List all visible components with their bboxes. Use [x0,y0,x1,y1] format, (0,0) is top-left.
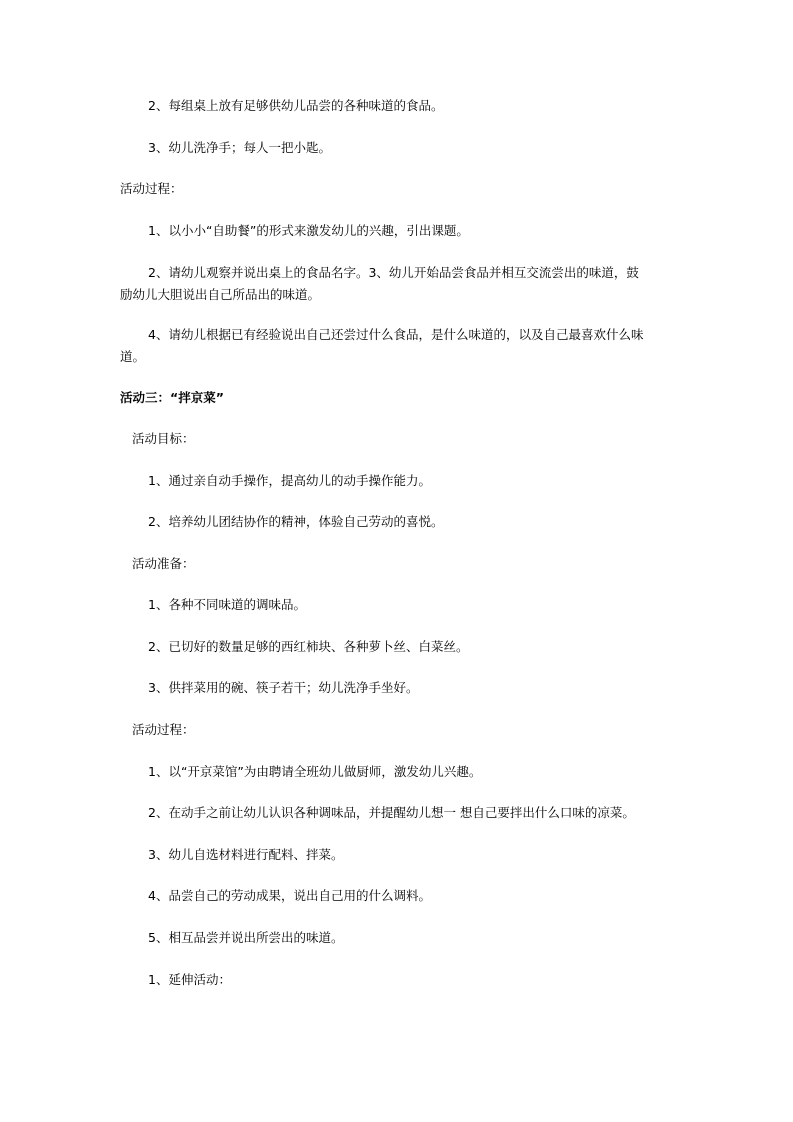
prep2-item-1: 1、各种不同味道的调味品。 [148,597,306,612]
goal-item-1: 1、通过亲自动手操作，提高幼儿的动手操作能力。 [148,473,431,488]
process2-item-1: 1、以“开京菜馆”为由聘请全班幼儿做厨师，激发幼儿兴趣。 [148,764,482,779]
activity3-title: 活动三：“拌京菜” [120,390,224,405]
process2-item-3: 3、幼儿自选材料进行配料、拌菜。 [148,847,344,862]
process-heading: 活动过程： [120,181,183,196]
extension-item: 1、延伸活动： [148,972,231,987]
process2-item-4: 4、品尝自己的劳动成果，说出自己用的什么调料。 [148,888,431,903]
prep2-item-2: 2、已切好的数量足够的西红柿块、各种萝卜丝、白菜丝。 [148,639,469,654]
process-item-2-line1: 2、请幼儿观察并说出桌上的食品名字。3、幼儿开始品尝食品并相互交流尝出的味道，鼓 [148,265,639,280]
prep-item-2: 2、每组桌上放有足够供幼儿品尝的各种味道的食品。 [148,98,444,113]
process-item-4-line2: 道。 [120,349,146,364]
prep-item-3: 3、幼儿洗净手；每人一把小匙。 [148,140,331,155]
process2-heading: 活动过程： [132,722,195,737]
process-item-2-line2: 励幼儿大胆说出自己所品出的味道。 [120,287,321,302]
prep2-item-3: 3、供拌菜用的碗、筷子若干；幼儿洗净手坐好。 [148,680,419,695]
goals-heading: 活动目标： [132,431,195,446]
process-item-4-line1: 4、请幼儿根据已有经验说出自己还尝过什么食品，是什么味道的，以及自己最喜欢什么味 [148,327,644,342]
process-item-1: 1、以小小“自助餐”的形式来激发幼儿的兴趣，引出课题。 [148,223,469,238]
goal-item-2: 2、培养幼儿团结协作的精神，体验自己劳动的喜悦。 [148,514,444,529]
process2-item-5: 5、相互品尝并说出所尝出的味道。 [148,930,344,945]
process2-item-2: 2、在动手之前让幼儿认识各种调味品，并提醒幼儿想一 想自己要拌出什么口味的凉菜。 [148,805,635,820]
prep2-heading: 活动准备： [132,556,195,571]
